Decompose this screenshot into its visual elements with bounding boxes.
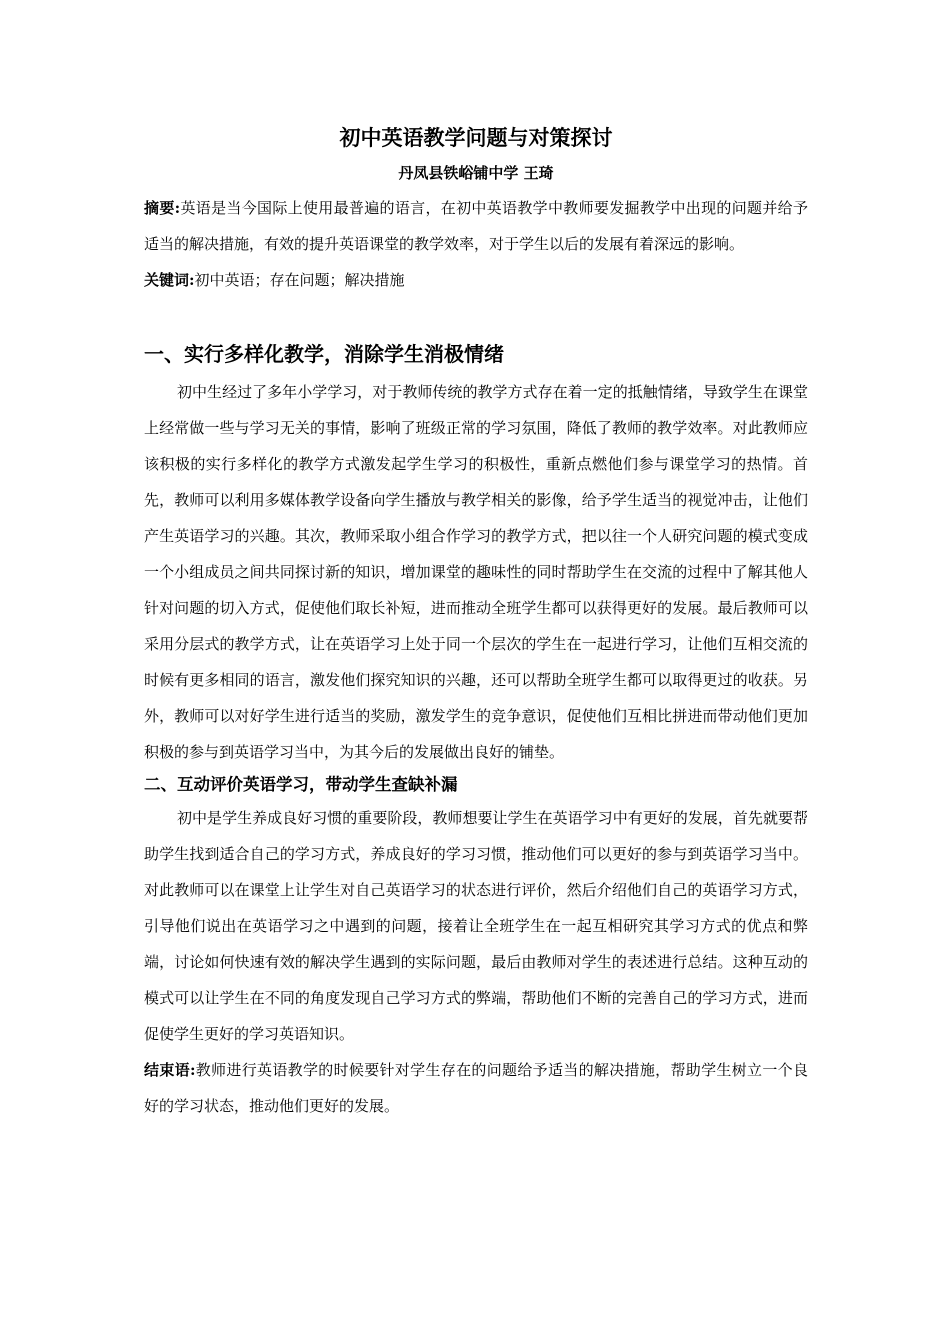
document-body xyxy=(144,118,808,1124)
conclusion-text: 教师进行英语教学的时候要针对学生存在的问题给予适当的解决措施，帮助学生树立一个良好的学习状态，推动他们更好的发展。 xyxy=(144,1061,808,1115)
author-line: 丹凤县铁峪铺中学 王琦 xyxy=(398,164,554,182)
section-1-heading: 一、实行多样化教学，消除学生消极情绪 xyxy=(144,342,504,366)
section-2-body: 初中是学生养成良好习惯的重要阶段，教师想要让学生在英语学习中有更好的发展，首先就要帮助学生找到适合自己的学习方式，养成良好的学习习惯，推动他们可以更好的参与到英语学习当中。对此教师可以在课堂上让学生对自己英语学习的状态进行评价，然后介绍他们自己的英语学习方式，引导他们说出在英语学习之中遇到的问题，接着让全班学生在一起互相研究其学习方式的优点和弊端，讨论如何快速有效的解决学生遇到的实际问题，最后由教师对学生的表述进行总结。这种互动的模式可以让学生在不同的角度发现自己学习方式的弊端，帮助他们不断的完善自己的学习方式，进而促使学生更好的学习英语知识。 xyxy=(144,809,808,1043)
section-2-heading: 二、互动评价英语学习，带动学生查缺补漏 xyxy=(144,775,458,794)
keywords-label: 关键词: xyxy=(144,271,195,289)
abstract-label: 摘要: xyxy=(144,199,181,217)
abstract-paragraph xyxy=(144,190,808,262)
conclusion-paragraph xyxy=(144,1052,808,1124)
section-1-body: 初中生经过了多年小学学习，对于教师传统的教学方式存在着一定的抵触情绪，导致学生在课堂上经常做一些与学习无关的事情，影响了班级正常的学习氛围，降低了教师的教学效率。对此教师应该积极的实行多样化的教学方式激发起学生学习的积极性，重新点燃他们参与课堂学习的热情。首先，教师可以利用多媒体教学设备向学生播放与教学相关的影像，给予学生适当的视觉冲击，让他们产生英语学习的兴趣。其次，教师采取小组合作学习的教学方式，把以往一个人研究问题的模式变成一个小组成员之间共同探讨新的知识，增加课堂的趣味性的同时帮助学生在交流的过程中了解其他人针对问题的切入方式，促使他们取长补短，进而推动全班学生都可以获得更好的发展。最后教师可以采用分层式的教学方式，让在英语学习上处于同一个层次的学生在一起进行学习，让他们互相交流的时候有更多相同的语言，激发他们探究知识的兴趣，还可以帮助全班学生都可以取得更过的收获。另外，教师可以对好学生进行适当的奖励，激发学生的竞争意识，促使他们互相比拼进而带动他们更加积极的参与到英语学习当中，为其今后的发展做出良好的铺垫。 xyxy=(144,383,808,761)
keywords-text: 初中英语；存在问题；解决措施 xyxy=(194,271,405,289)
document-title: 初中英语教学问题与对策探讨 xyxy=(339,125,613,150)
abstract-text: 英语是当今国际上使用最普遍的语言，在初中英语教学中教师要发掘教学中出现的问题并给予适当的解决措施，有效的提升英语课堂的教学效率，对于学生以后的发展有着深远的影响。 xyxy=(144,199,808,253)
conclusion-label: 结束语: xyxy=(144,1061,196,1079)
keywords-paragraph xyxy=(144,262,808,298)
